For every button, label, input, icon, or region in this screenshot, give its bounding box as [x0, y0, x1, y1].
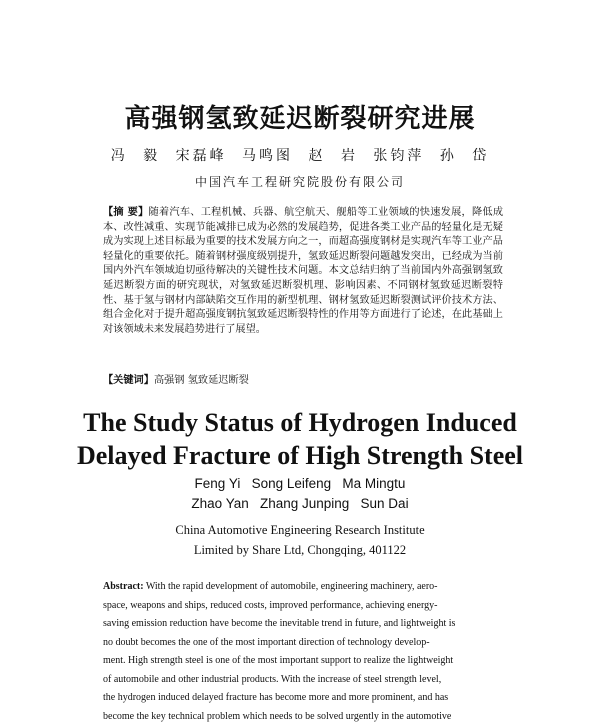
english-abstract-label: Abstract:	[103, 581, 144, 592]
english-abstract-line: become the key technical problem which needs to be solved urgently in the automotive	[103, 708, 503, 726]
english-abstract-line: saving emission reduction have become the inevitable trend in future, and lightweight is	[103, 615, 503, 634]
english-abstract-line: space, weapons and ships, reduced costs, improved performance, achieving energy-	[103, 597, 503, 616]
english-abstract-line	[103, 578, 503, 597]
chinese-keywords	[103, 371, 503, 386]
english-title-line-1: The Study Status of Hydrogen Induced	[0, 406, 600, 439]
english-abstract-line: no doubt becomes the one of the most important direction of technology develop-	[103, 634, 503, 653]
chinese-abstract	[103, 205, 503, 337]
english-institution-line-2: Limited by Share Ltd, Chongqing, 401122	[0, 540, 600, 560]
english-abstract-line: ment. High strength steel is one of the most important support to realize the lightweight	[103, 652, 503, 671]
chinese-authors: 冯 毅 宋磊峰 马鸣图 赵 岩 张钧萍 孙 岱	[0, 145, 600, 165]
english-abstract-line: the hydrogen induced delayed fracture has become more and more prominent, and has	[103, 689, 503, 708]
chinese-keywords-label: 【关键词】	[103, 374, 154, 386]
english-abstract-text: With the rapid development of automobile, engineering machinery, aero-	[144, 581, 438, 592]
chinese-keywords-text: 高强钢 氢致延迟断裂	[154, 375, 249, 386]
english-abstract-line: of automobile and other industrial products. With the increase of steel strength level,	[103, 671, 503, 690]
chinese-abstract-text: 随着汽车、工程机械、兵器、航空航天、舰船等工业领域的快速发展，降低成本、改性减重、实现节能减排已成为必然的发展趋势，促进各类工业产品的轻量化是无疑成为实现上述目标最为重要的技术发展方向之一，而超高强度钢材是实现汽车等工业产品轻量化的重要依托。随着钢材强度级别提升，氢致延迟断裂问题越发突出，已经成为当前国内外汽车领域迫切亟待解决的关键性技术问题。本文总结归纳了当前国内外高强钢氢致延迟断裂方面的研究现状，对氢致延迟断裂机理、影响因素、不同钢材氢致延迟断裂特性、基于氢与钢材内部缺陷交互作用的新型机理、钢材氢致延迟断裂测试评价技术方法、组合金化对于提升超高强度钢抗氢致延迟断裂特性的作用等方面进行了论述，在此基础上对该领域未来发展趋势进行了展望。	[103, 207, 503, 335]
english-authors-line-2: Zhao Yan Zhang Junping Sun Dai	[0, 494, 600, 514]
chinese-title: 高强钢氢致延迟断裂研究进展	[0, 98, 600, 135]
english-title	[0, 406, 600, 472]
english-abstract	[103, 578, 503, 726]
english-authors	[0, 474, 600, 514]
english-authors-line-1: Feng Yi Song Leifeng Ma Mingtu	[0, 474, 600, 494]
english-institution	[0, 520, 600, 560]
english-institution-line-1: China Automotive Engineering Research Institute	[0, 520, 600, 540]
chinese-institution: 中国汽车工程研究院股份有限公司	[0, 173, 600, 190]
english-title-line-2: Delayed Fracture of High Strength Steel	[0, 439, 600, 472]
chinese-abstract-label: 【摘 要】	[103, 206, 149, 218]
